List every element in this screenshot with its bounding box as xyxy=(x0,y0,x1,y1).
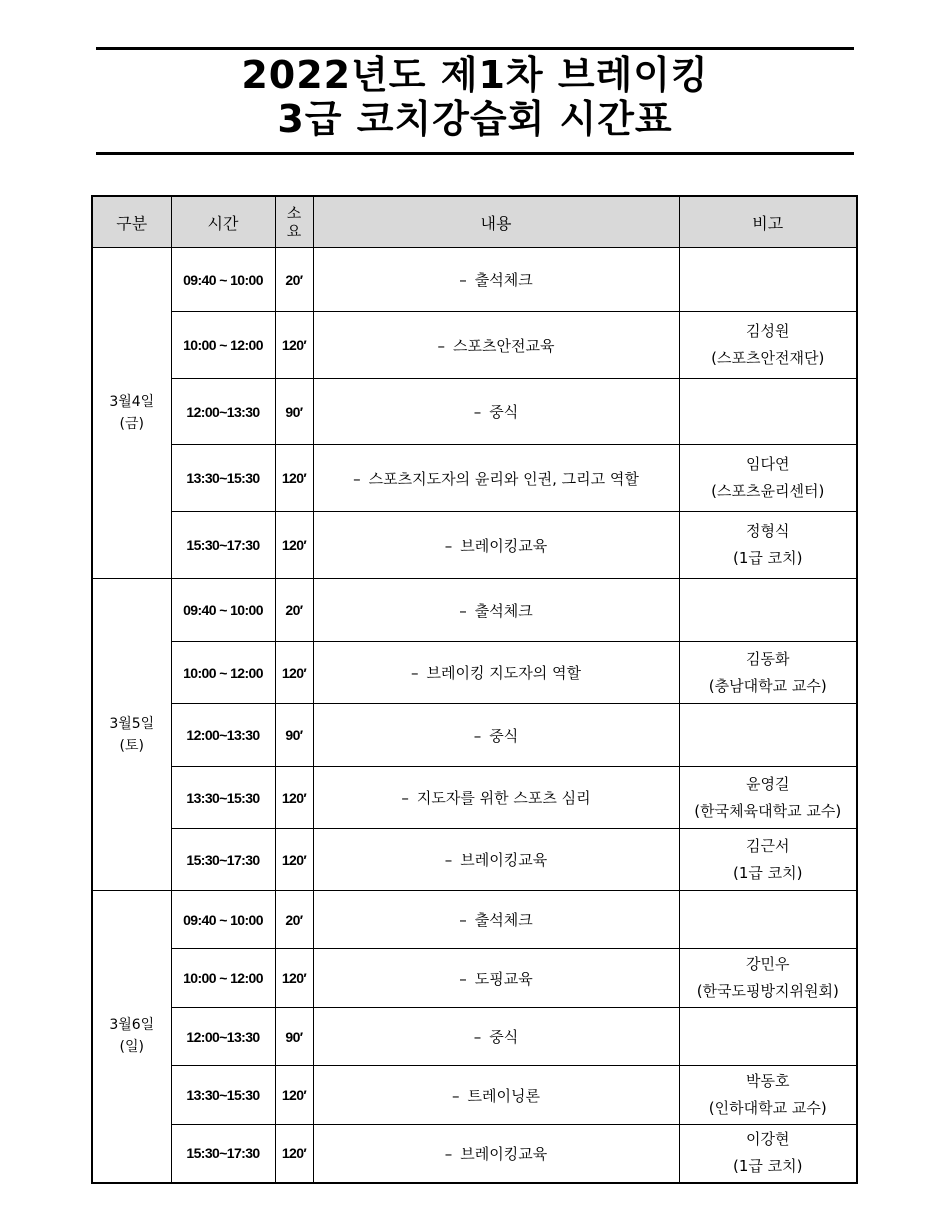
dash-bullet: – xyxy=(473,403,482,421)
note-cell xyxy=(679,579,857,642)
dash-bullet: – xyxy=(473,1028,482,1046)
content-cell xyxy=(313,512,679,579)
day-date: 3월4일 xyxy=(109,394,155,410)
note-cell xyxy=(679,312,857,379)
content-text: 중식 xyxy=(489,1028,519,1046)
table-row xyxy=(92,829,857,891)
note-org: (스포츠윤리센터) xyxy=(711,482,825,500)
day-date: 3월6일 xyxy=(109,1017,155,1034)
time-cell: 12:00~13:30 xyxy=(171,379,275,445)
title-bottom-rule xyxy=(96,152,854,155)
header-category: 구분 xyxy=(92,196,171,248)
dash-bullet: – xyxy=(459,271,467,289)
time-cell: 15:30~17:30 xyxy=(171,512,275,579)
note-name: 정형식 xyxy=(746,522,790,540)
note-org: (한국도핑방지위원회) xyxy=(696,982,839,1000)
content-text: 브레이킹교육 xyxy=(460,1144,548,1163)
duration-cell: 120′ xyxy=(275,1066,313,1125)
note-name: 윤영길 xyxy=(746,774,790,793)
duration-cell: 20′ xyxy=(275,891,313,949)
note-cell xyxy=(679,1066,857,1125)
dash-bullet: – xyxy=(459,601,467,620)
table-row xyxy=(92,579,857,642)
duration-cell: 120′ xyxy=(275,312,313,379)
table-row xyxy=(92,312,857,379)
content-text: 도핑교육 xyxy=(474,969,533,988)
duration-cell: 90′ xyxy=(275,704,313,767)
header-time: 시간 xyxy=(171,196,275,248)
note-org: (인하대학교 교수) xyxy=(708,1099,827,1117)
note-name: 이강현 xyxy=(746,1130,790,1149)
note-cell xyxy=(679,829,857,891)
time-cell: 10:00 ~ 12:00 xyxy=(171,312,275,379)
note-cell xyxy=(679,512,857,579)
table-row xyxy=(92,248,857,312)
table-row xyxy=(92,379,857,445)
dash-bullet: – xyxy=(444,1144,453,1163)
time-cell: 13:30~15:30 xyxy=(171,445,275,512)
content-text: 중식 xyxy=(489,726,519,745)
table-row xyxy=(92,445,857,512)
content-cell xyxy=(313,1125,679,1183)
day-weekday: (금) xyxy=(119,416,144,432)
time-cell: 12:00~13:30 xyxy=(171,1008,275,1066)
title-line-2: 3급 코치강습회 시간표 xyxy=(277,97,673,141)
content-cell xyxy=(313,579,679,642)
content-cell xyxy=(313,949,679,1008)
content-cell xyxy=(313,1008,679,1066)
note-cell xyxy=(679,379,857,445)
note-org: (1급 코치) xyxy=(733,1157,803,1176)
dash-bullet: – xyxy=(452,1086,460,1105)
table-row xyxy=(92,512,857,579)
schedule-body xyxy=(92,248,857,1183)
content-text: 출석체크 xyxy=(474,601,533,620)
note-cell xyxy=(679,891,857,949)
duration-cell: 120′ xyxy=(275,445,313,512)
note-cell xyxy=(679,1125,857,1183)
dash-bullet: – xyxy=(473,726,482,745)
note-cell xyxy=(679,642,857,704)
dash-bullet: – xyxy=(444,851,453,869)
time-cell: 15:30~17:30 xyxy=(171,829,275,891)
title-line-1: 2022년도 제1차 브레이킹 xyxy=(241,53,709,97)
duration-cell: 120′ xyxy=(275,512,313,579)
content-text: 스포츠지도자의 윤리와 인권, 그리고 역할 xyxy=(368,469,639,488)
note-cell xyxy=(679,248,857,312)
note-name: 김성원 xyxy=(746,322,790,340)
note-name: 박동호 xyxy=(746,1072,790,1090)
table-row xyxy=(92,891,857,949)
title-top-rule xyxy=(96,47,854,50)
duration-cell: 120′ xyxy=(275,642,313,704)
content-text: 스포츠안전교육 xyxy=(453,336,555,355)
table-row xyxy=(92,1125,857,1183)
content-cell xyxy=(313,891,679,949)
time-cell: 10:00 ~ 12:00 xyxy=(171,949,275,1008)
time-cell: 13:30~15:30 xyxy=(171,767,275,829)
time-cell: 09:40 ~ 10:00 xyxy=(171,248,275,312)
content-text: 지도자를 위한 스포츠 심리 xyxy=(416,789,591,807)
table-row xyxy=(92,1066,857,1125)
dash-bullet: – xyxy=(459,969,467,988)
table-row xyxy=(92,642,857,704)
content-text: 출석체크 xyxy=(474,271,533,289)
content-text: 트레이닝론 xyxy=(467,1086,540,1105)
table-header-row xyxy=(92,196,857,248)
time-cell: 12:00~13:30 xyxy=(171,704,275,767)
content-cell xyxy=(313,704,679,767)
note-cell xyxy=(679,949,857,1008)
dash-bullet: – xyxy=(437,336,446,355)
header-note: 비고 xyxy=(679,196,857,248)
duration-cell: 20′ xyxy=(275,248,313,312)
duration-cell: 120′ xyxy=(275,829,313,891)
day-date: 3월5일 xyxy=(109,715,155,732)
content-cell xyxy=(313,1066,679,1125)
time-cell: 10:00 ~ 12:00 xyxy=(171,642,275,704)
header-duration-top: 소 xyxy=(286,204,302,222)
content-text: 브레이킹교육 xyxy=(460,536,548,555)
content-cell xyxy=(313,445,679,512)
note-cell xyxy=(679,704,857,767)
duration-cell: 120′ xyxy=(275,767,313,829)
table-row xyxy=(92,949,857,1008)
note-org: (1급 코치) xyxy=(733,549,803,567)
duration-cell: 90′ xyxy=(275,379,313,445)
schedule-table xyxy=(91,195,858,1184)
note-org: (충남대학교 교수) xyxy=(708,676,827,695)
header-content: 내용 xyxy=(313,196,679,248)
content-text: 브레이킹교육 xyxy=(460,851,548,869)
note-name: 김동화 xyxy=(746,649,790,668)
day-cell xyxy=(92,891,171,1183)
time-cell: 09:40 ~ 10:00 xyxy=(171,579,275,642)
note-cell xyxy=(679,767,857,829)
dash-bullet: – xyxy=(411,664,419,682)
dash-bullet: – xyxy=(459,911,467,929)
duration-cell: 120′ xyxy=(275,949,313,1008)
duration-cell: 20′ xyxy=(275,579,313,642)
dash-bullet: – xyxy=(353,469,361,488)
content-cell xyxy=(313,379,679,445)
note-org: (스포츠안전재단) xyxy=(711,349,825,367)
note-name: 김근서 xyxy=(746,836,790,855)
note-name: 임다연 xyxy=(746,455,790,473)
content-cell xyxy=(313,767,679,829)
note-name: 강민우 xyxy=(746,955,790,973)
content-text: 출석체크 xyxy=(474,911,533,929)
duration-cell: 120′ xyxy=(275,1125,313,1183)
table-row xyxy=(92,767,857,829)
content-text: 중식 xyxy=(489,403,519,421)
note-cell xyxy=(679,445,857,512)
content-cell xyxy=(313,248,679,312)
note-org: (1급 코치) xyxy=(733,863,803,882)
time-cell: 15:30~17:30 xyxy=(171,1125,275,1183)
note-org: (한국체육대학교 교수) xyxy=(694,801,842,820)
duration-cell: 90′ xyxy=(275,1008,313,1066)
time-cell: 13:30~15:30 xyxy=(171,1066,275,1125)
header-duration xyxy=(275,196,313,248)
content-cell xyxy=(313,829,679,891)
dash-bullet: – xyxy=(444,536,453,555)
dash-bullet: – xyxy=(401,789,409,807)
page-title xyxy=(96,53,854,141)
content-cell xyxy=(313,642,679,704)
header-duration-bottom: 요 xyxy=(286,222,302,240)
time-cell: 09:40 ~ 10:00 xyxy=(171,891,275,949)
note-cell xyxy=(679,1008,857,1066)
day-weekday: (토) xyxy=(119,737,144,754)
content-cell xyxy=(313,312,679,379)
day-weekday: (일) xyxy=(119,1039,144,1056)
day-cell xyxy=(92,248,171,579)
content-text: 브레이킹 지도자의 역할 xyxy=(426,664,581,682)
table-row xyxy=(92,704,857,767)
day-cell xyxy=(92,579,171,891)
table-row xyxy=(92,1008,857,1066)
